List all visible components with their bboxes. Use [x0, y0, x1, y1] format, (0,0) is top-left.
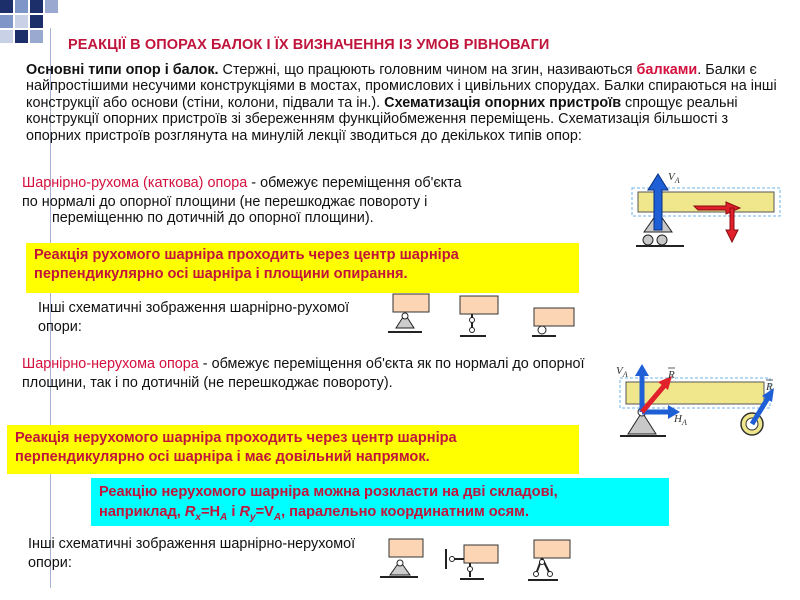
- decomposition-line1: Реакцію нерухомого шарніра можна розкласти на дві складові,: [99, 484, 558, 500]
- decomp-rx-sub: x: [195, 511, 201, 523]
- decomp-eq1: =H: [200, 504, 221, 520]
- roller-alt-1: [380, 292, 440, 344]
- label-r: R: [668, 369, 675, 381]
- roller-name: Шарнірно-рухома (каткова) опора: [22, 175, 248, 191]
- decomposition-line2: [99, 502, 661, 528]
- pinned-reaction-box: Реакція нерухомого шарніра проходить через центр шарніра перпендикулярно осі шарніра і має довільний напрямок.: [7, 425, 579, 474]
- alt-hinge-right: [548, 572, 553, 577]
- decomp-ry-sub: y: [250, 511, 256, 523]
- roller-alt-3: [530, 306, 580, 342]
- label-ha: $H_A$: [674, 413, 687, 427]
- alt-beam: [460, 296, 498, 314]
- pinned-support-diagram: [610, 358, 800, 448]
- roller-wheel-left: [643, 235, 653, 245]
- intro-bold-2: Схематизація опорних пристроїв: [384, 94, 622, 111]
- roller-desc-line1: - обмежує переміщення об'єкта: [247, 175, 462, 191]
- intro-text-2: . Балки є найпростішими несучими конструкціями в мостах, промислових і цивільних спорудах. Балки спираються на інші конструкції або основи (стіни, колони, підвали та ін.).: [26, 62, 777, 111]
- alt-hinge-left: [534, 572, 539, 577]
- alt-hinge-v: [468, 567, 473, 572]
- alt-hinge-h: [450, 557, 455, 562]
- label-r2: R: [766, 381, 773, 393]
- label-va: $V_A$: [616, 365, 628, 379]
- roller-other-label: Інші схематичні зображення шарнірно-рухомої опори:: [38, 300, 350, 335]
- decomp-ry: R: [239, 504, 250, 520]
- roller-support-diagram: [622, 168, 800, 268]
- pinned-other-label: Інші схематичні зображення шарнірно-нерухомої опори:: [28, 536, 356, 571]
- decomp-text-b: , паралельно координатним осям.: [281, 504, 529, 520]
- pinned-desc: - обмежує переміщення об'єкта як по нормалі до опорної площини, так і по дотичній (не перешкоджає повороту).: [22, 356, 585, 391]
- decomp-va-sub: A: [273, 511, 282, 523]
- pinned-alt-3: [520, 538, 576, 586]
- alt-beam: [393, 294, 429, 312]
- pinned-name: Шарнірно-нерухома опора: [22, 356, 199, 372]
- roller-description: [22, 174, 612, 228]
- alt-hinge-top: [540, 560, 545, 565]
- roller-reaction-box: Реакція рухомого шарніра проходить через центр шарніра перпендикулярно осі шарніра і площини опирання.: [26, 243, 579, 293]
- pinned-alt-1: [378, 537, 428, 585]
- decomp-eq2: =V: [255, 504, 274, 520]
- intro-text-3: спрощує реальні конструкції опорних пристроїв зі збереженням функційобмеження переміщень. Схематизація більшості з опорних пристроїв розглянута на минулій лекції зводиться до декількох типів опор:: [26, 94, 738, 144]
- pinned-alt-2: [440, 543, 500, 585]
- roller-desc-line2: по нормалі до опорної площини (не перешкоджає повороту і: [22, 193, 428, 210]
- alt-roller: [538, 326, 546, 334]
- alt-beam: [464, 545, 498, 563]
- alt-beam: [389, 539, 423, 557]
- roller-alt-2: [452, 294, 502, 344]
- roller-desc-line3: переміщенню по дотичній до опорної площини).: [52, 210, 374, 226]
- decomp-rx: R: [184, 504, 196, 520]
- alt-beam: [534, 540, 570, 558]
- alt-hinge-bottom: [470, 328, 475, 333]
- intro-beams-word: балками: [636, 62, 698, 78]
- arrow-head-va: [635, 364, 649, 376]
- alt-beam: [534, 308, 574, 326]
- decomp-ha-sub: A: [220, 511, 228, 523]
- decomp-text-a: наприклад,: [99, 504, 185, 520]
- decomp-and: і: [227, 504, 240, 520]
- alt-hinge: [402, 313, 408, 319]
- intro-paragraph: [26, 62, 786, 144]
- pinned-description: [22, 355, 592, 392]
- page-title: РЕАКЦІЇ В ОПОРАХ БАЛОК І ЇХ ВИЗНАЧЕННЯ ІЗ УМОВ РІВНОВАГИ: [68, 37, 550, 53]
- alt-hinge-top: [470, 318, 475, 323]
- roller-wheel-right: [657, 235, 667, 245]
- alt-hinge: [397, 560, 403, 566]
- intro-text-1: Стержні, що працюють головним чином на згин, називаються: [218, 62, 637, 78]
- decomposition-box: [91, 478, 669, 526]
- label-va: $V_A$: [668, 171, 680, 185]
- intro-lead: Основні типи опор і балок.: [26, 62, 219, 78]
- beam: [626, 382, 764, 404]
